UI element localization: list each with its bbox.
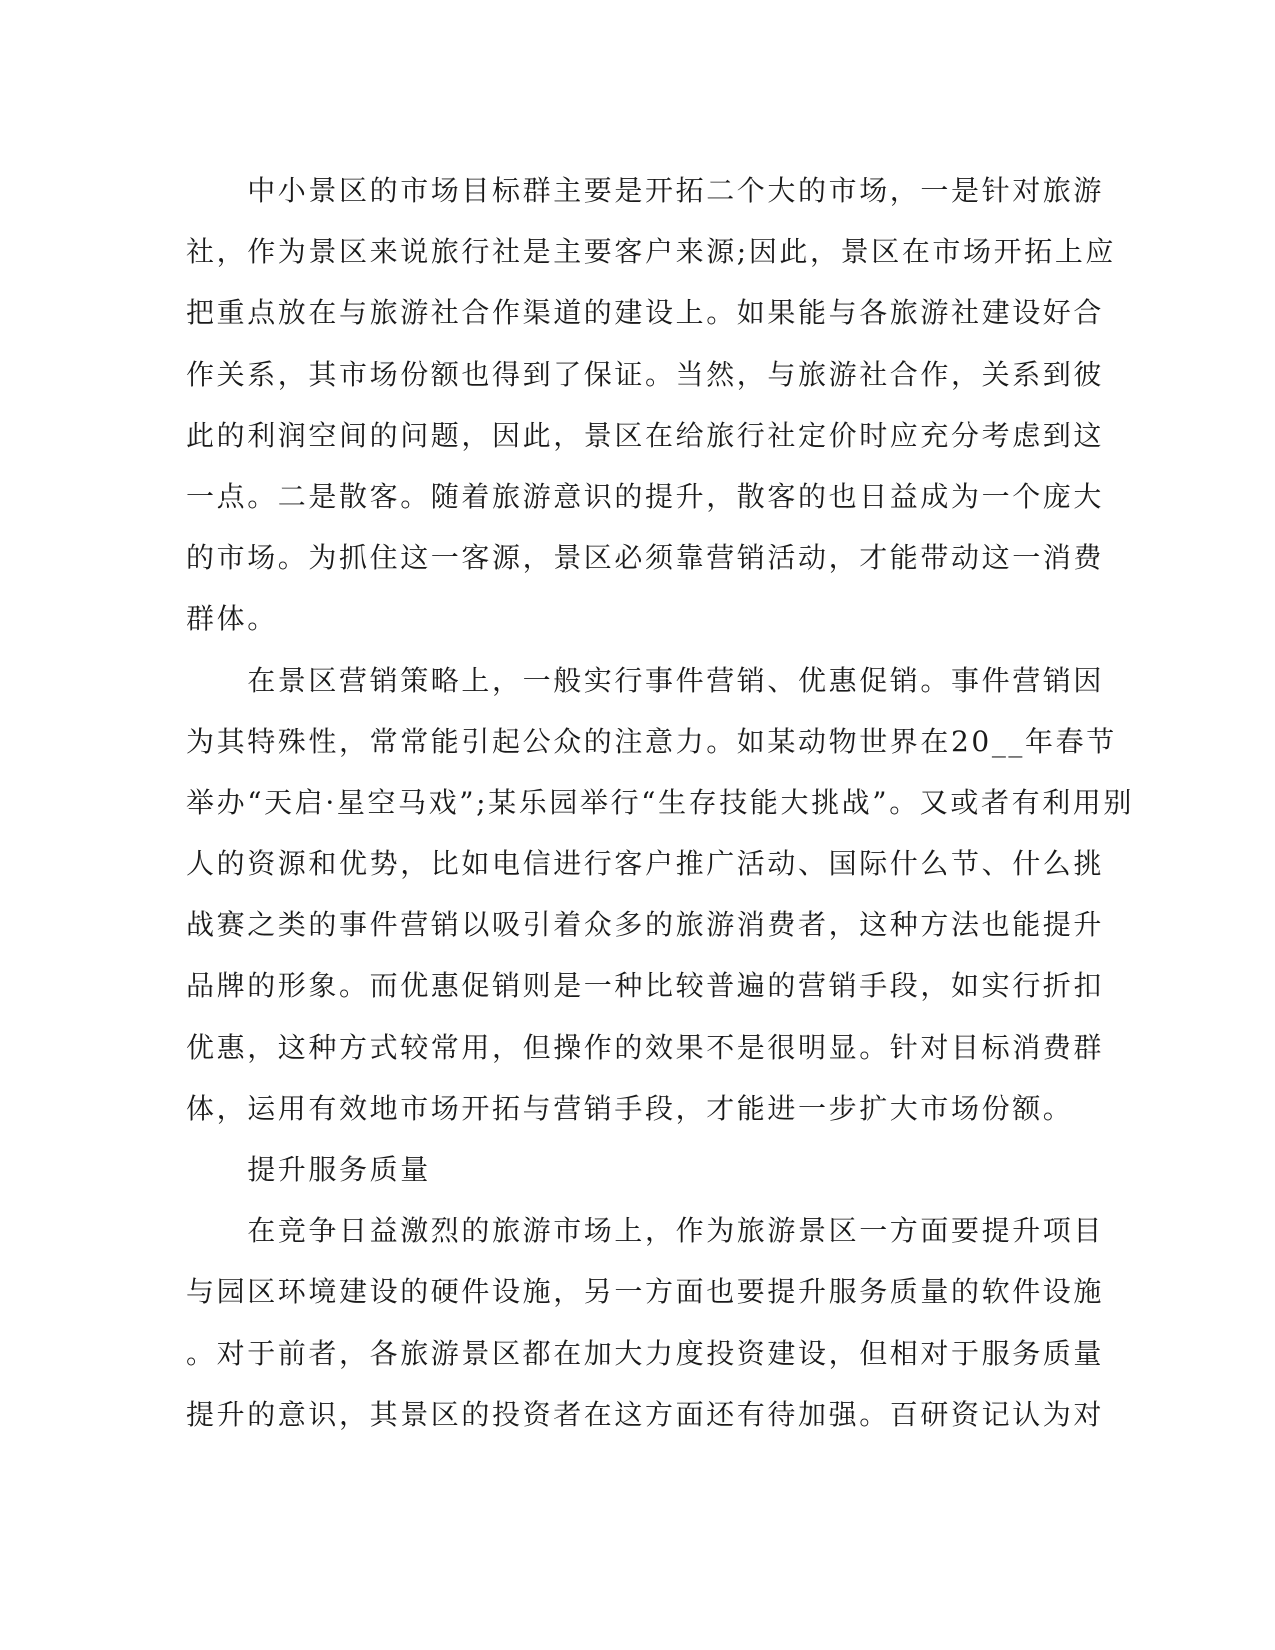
text-line: 优惠，这种方式较常用，但操作的效果不是很明显。针对目标消费群: [186, 1030, 1105, 1064]
text-line: 中小景区的市场目标群主要是开拓二个大的市场，一是针对旅游: [186, 174, 1105, 207]
text-line: 举办“天启·星空马戏”;某乐园举行“生存技能大挑战”。又或者有利用别: [186, 785, 1134, 819]
text-line: 此的利润空间的问题，因此，景区在给旅行社定价时应充分考虑到这: [186, 418, 1105, 452]
text-line: 社，作为景区来说旅行社是主要客户来源;因此，景区在市场开拓上应: [186, 235, 1117, 269]
text-line: 作关系，其市场份额也得到了保证。当然，与旅游社合作，关系到彼: [186, 357, 1105, 391]
text-line: 人的资源和优势，比如电信进行客户推广活动、国际什么节、什么挑: [186, 847, 1105, 881]
document-body: [186, 160, 1134, 1445]
text-line: 。对于前者，各旅游景区都在加大力度投资建设，但相对于服务质量: [186, 1336, 1105, 1370]
text-line: 在景区营销策略上，一般实行事件营销、优惠促销。事件营销因: [186, 663, 1105, 697]
text-line: 战赛之类的事件营销以吸引着众多的旅游消费者，这种方法也能提升: [186, 908, 1105, 942]
text-line: 体，运用有效地市场开拓与营销手段，才能进一步扩大市场份额。: [186, 1091, 1074, 1125]
text-line: 的市场。为抓住这一客源，景区必须靠营销活动，才能带动这一消费: [186, 541, 1105, 575]
text-line: 把重点放在与旅游社合作渠道的建设上。如果能与各旅游社建设好合: [186, 296, 1105, 330]
text-line: 提升的意识，其景区的投资者在这方面还有待加强。百研资记认为对: [186, 1397, 1105, 1431]
text-line: 群体。: [186, 602, 278, 636]
text-line: 品牌的形象。而优惠促销则是一种比较普遍的营销手段，如实行折扣: [186, 969, 1105, 1003]
text-line: 在竞争日益激烈的旅游市场上，作为旅游景区一方面要提升项目: [186, 1214, 1105, 1248]
text-line: 为其特殊性，常常能引起公众的注意力。如某动物世界在20__年春节: [186, 724, 1117, 758]
section-heading: 提升服务质量: [186, 1153, 431, 1186]
text-line: 一点。二是散客。随着旅游意识的提升，散客的也日益成为一个庞大: [186, 479, 1105, 513]
text-line: 与园区环境建设的硬件设施，另一方面也要提升服务质量的软件设施: [186, 1275, 1105, 1309]
